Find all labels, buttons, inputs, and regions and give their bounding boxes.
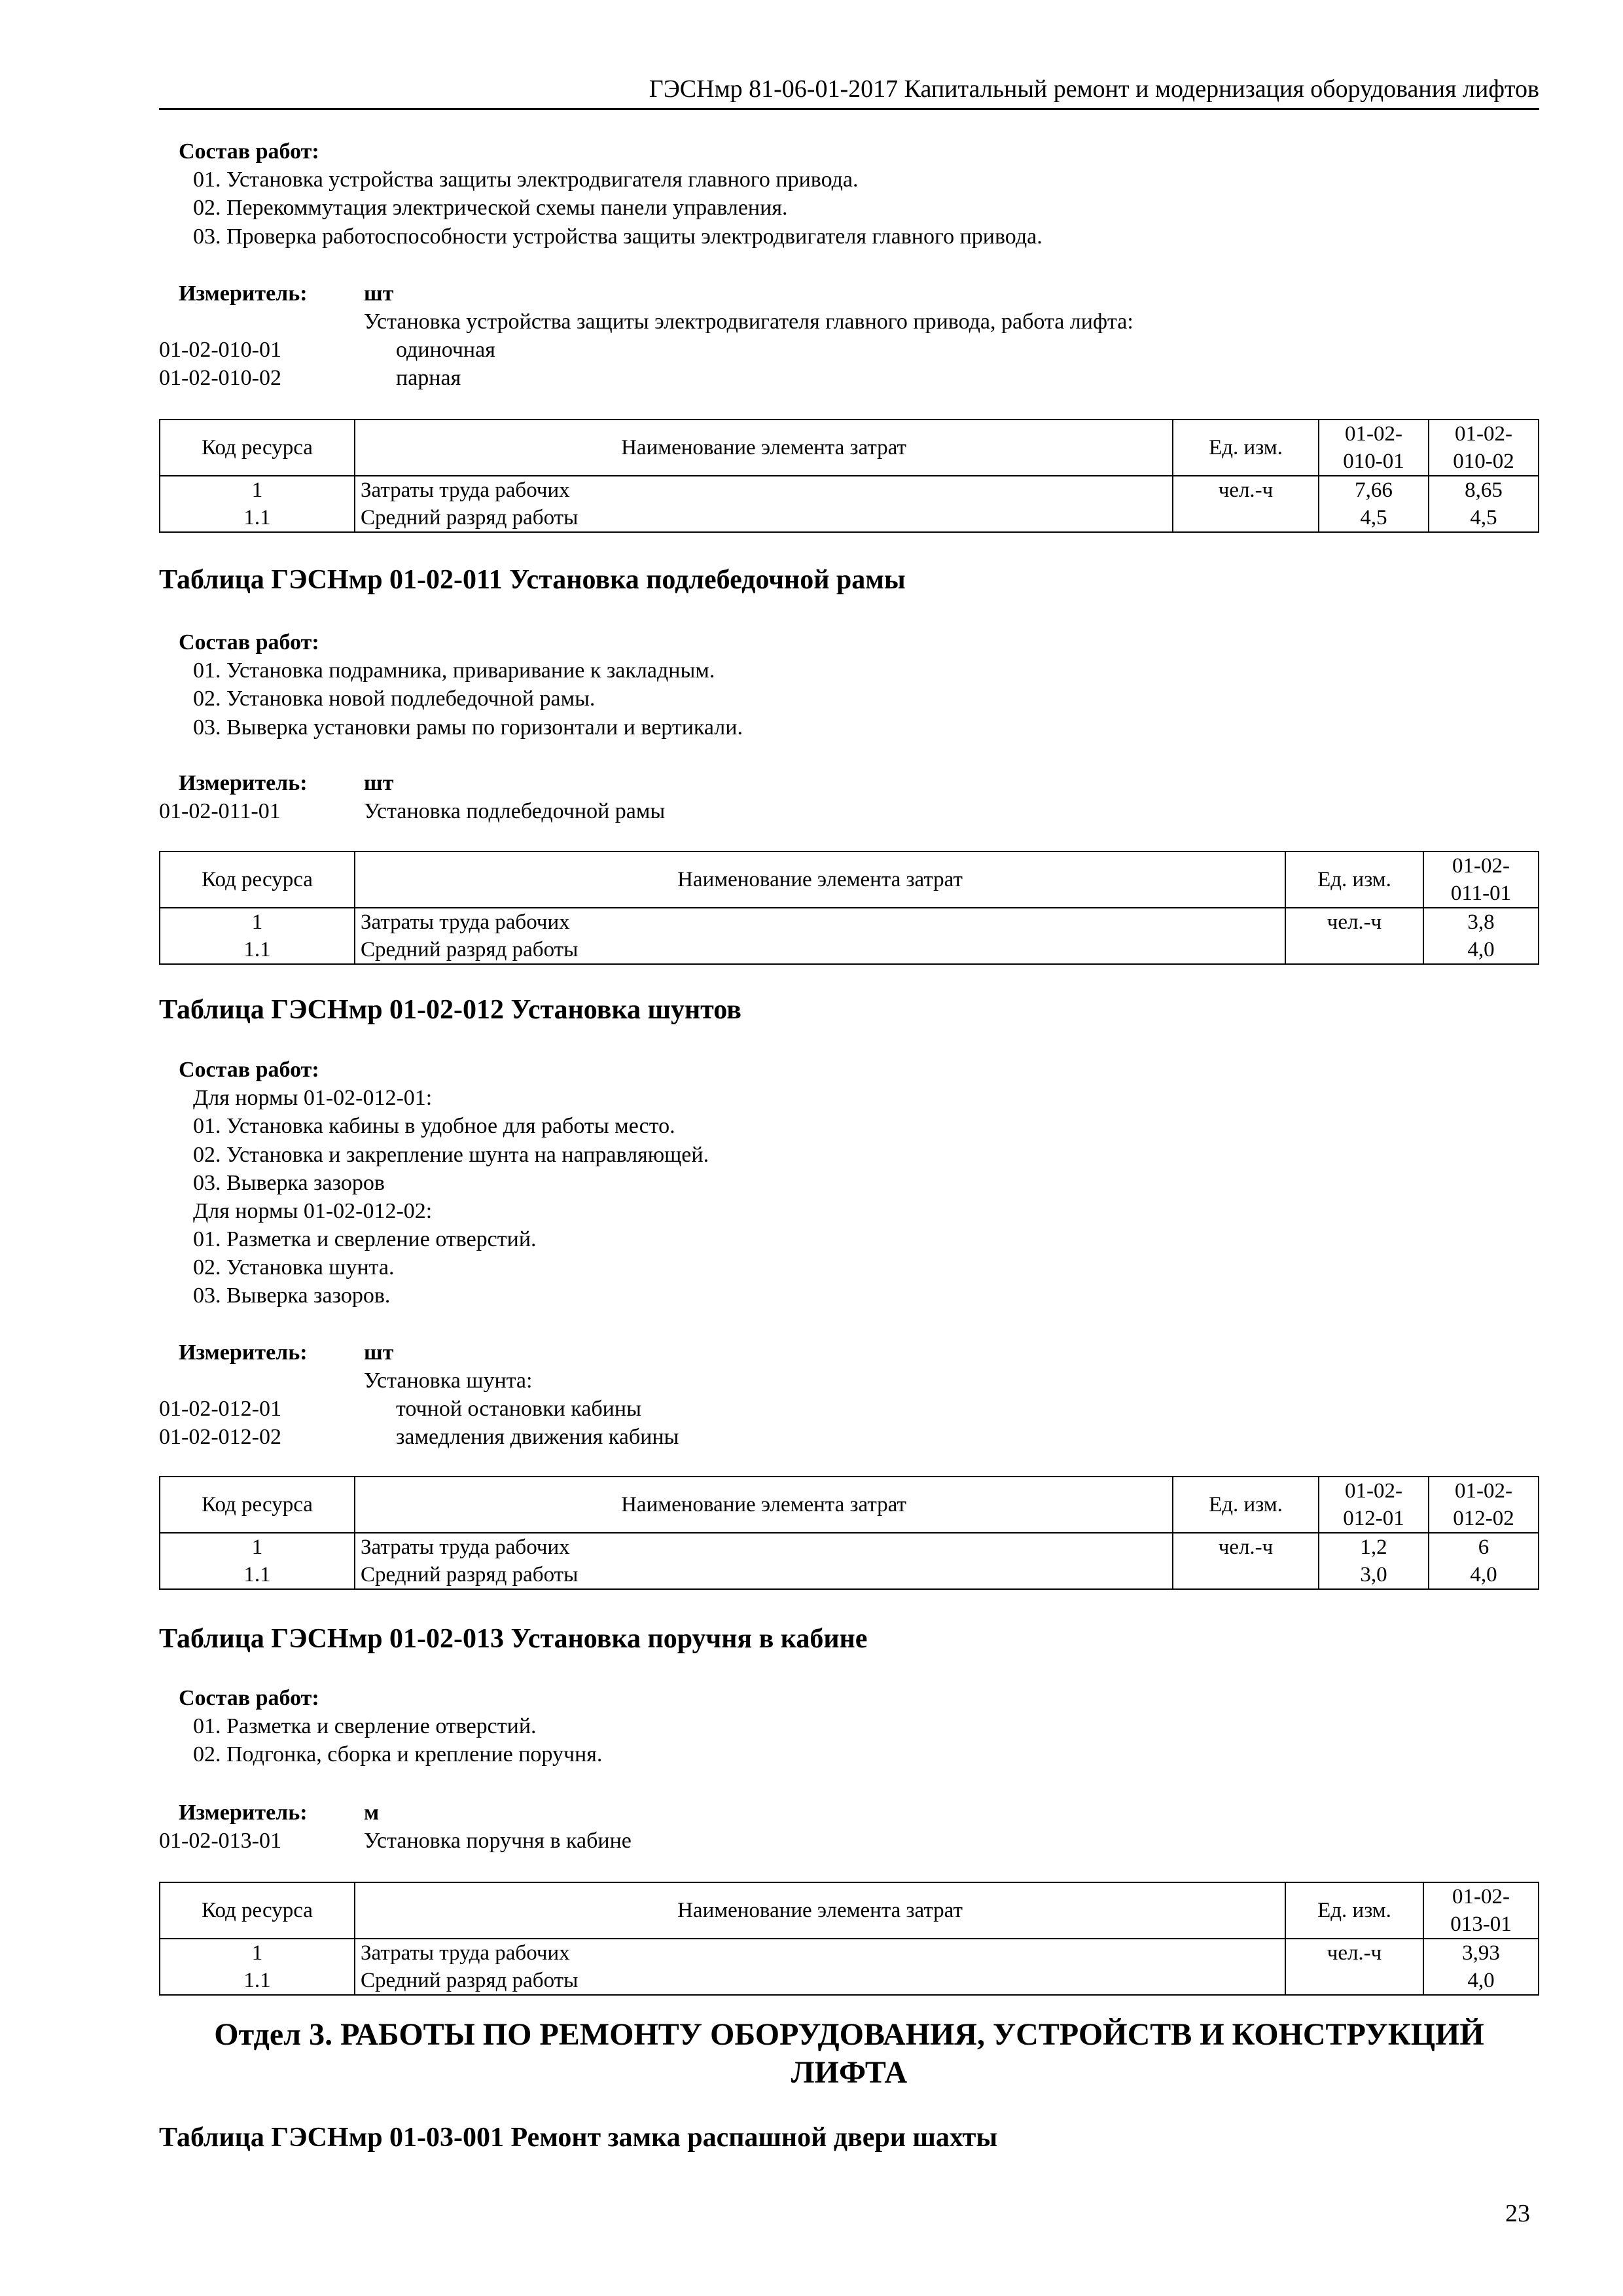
- table-row: [160, 936, 1539, 964]
- table-heading: Таблица ГЭСНмр 01-02-013 Установка поручня в кабине: [159, 1624, 868, 1654]
- measure-label: Измеритель:: [179, 771, 308, 795]
- work-item: 03. Выверка зазоров: [193, 1170, 385, 1195]
- page-number: 23: [1505, 2200, 1530, 2227]
- cell-code: 1.1: [160, 1967, 355, 1995]
- work-item: Для нормы 01-02-012-01:: [193, 1086, 433, 1111]
- table-row: [160, 1533, 1539, 1561]
- composition-title: Состав работ:: [179, 1686, 319, 1710]
- col-norm-header: [1319, 1477, 1429, 1533]
- resource-table-011: [159, 851, 1539, 965]
- col-name-header: Наименование элемента затрат: [355, 1882, 1285, 1939]
- cell-unit: [1285, 936, 1423, 964]
- table-row: [160, 1939, 1539, 1967]
- t011-measure: [159, 769, 1539, 825]
- table-row: [160, 504, 1539, 532]
- cell-value: 4,5: [1429, 504, 1539, 532]
- norm-header-line: 01-02-: [1452, 1885, 1510, 1909]
- norm-header-line: 012-01: [1343, 1507, 1404, 1530]
- norm-description: Установка устройства защиты электродвигателя главного привода, работа лифта:: [364, 310, 1133, 334]
- measure-unit: шт: [364, 281, 394, 306]
- work-item: 02. Установка шунта.: [193, 1255, 395, 1280]
- cell-unit: [1173, 504, 1319, 532]
- col-norm-header: [1429, 420, 1539, 476]
- work-item: 01. Разметка и сверление отверстий.: [193, 1714, 537, 1739]
- norm-code: 01-02-010-01: [159, 338, 281, 362]
- work-item: 03. Проверка работоспособности устройства защиты электродвигателя главного привода.: [193, 224, 1043, 249]
- cell-unit: чел.-ч: [1285, 1939, 1423, 1967]
- section-heading-line: Отдел 3. РАБОТЫ ПО РЕМОНТУ ОБОРУДОВАНИЯ, УСТРОЙСТВ И КОНСТРУКЦИЙ: [214, 2017, 1484, 2052]
- col-name-header: Наименование элемента затрат: [355, 420, 1173, 476]
- col-name-header: Наименование элемента затрат: [355, 1477, 1173, 1533]
- cell-value: 4,0: [1423, 936, 1539, 964]
- col-name-header: Наименование элемента затрат: [355, 852, 1285, 908]
- col-code-header: Код ресурса: [160, 852, 355, 908]
- norm-header-line: 01-02-: [1455, 1479, 1512, 1503]
- col-norm-header: [1423, 852, 1539, 908]
- section-heading: [159, 2016, 1539, 2091]
- cell-code: 1: [160, 1939, 355, 1967]
- cell-unit: чел.-ч: [1173, 1533, 1319, 1561]
- work-item: 02. Перекоммутация электрической схемы панели управления.: [193, 196, 788, 221]
- norm-header-line: 010-02: [1453, 450, 1514, 473]
- cell-code: 1: [160, 908, 355, 936]
- norm-header-line: 011-01: [1450, 882, 1512, 905]
- cell-value: 3,93: [1423, 1939, 1539, 1967]
- cell-code: 1: [160, 476, 355, 504]
- header-rule: [159, 108, 1539, 110]
- norm-code: 01-02-012-01: [159, 1397, 281, 1421]
- composition-title: Состав работ:: [179, 139, 319, 164]
- cell-unit: [1173, 1561, 1319, 1589]
- measure-unit: шт: [364, 1340, 394, 1365]
- cell-value: 4,0: [1423, 1967, 1539, 1995]
- norm-header-line: 01-02-: [1455, 422, 1512, 446]
- cell-name: Средний разряд работы: [355, 504, 1173, 532]
- col-norm-header: [1423, 1882, 1539, 1939]
- norm-header-line: 01-02-: [1345, 1479, 1402, 1503]
- norm-name: Установка поручня в кабине: [364, 1829, 632, 1853]
- t013-measure: [159, 1799, 1539, 1855]
- work-item: 02. Установка и закрепление шунта на направляющей.: [193, 1142, 709, 1167]
- running-header: ГЭСНмр 81-06-01-2017 Капитальный ремонт и модернизация оборудования лифтов: [649, 75, 1539, 103]
- cell-name: Средний разряд работы: [355, 1561, 1173, 1589]
- norm-code: 01-02-012-02: [159, 1425, 281, 1449]
- cell-value: 3,8: [1423, 908, 1539, 936]
- cell-unit: чел.-ч: [1173, 476, 1319, 504]
- norm-header-line: 010-01: [1343, 450, 1404, 473]
- cell-name: Затраты труда рабочих: [355, 1533, 1173, 1561]
- cell-unit: [1285, 1967, 1423, 1995]
- t011-composition: [159, 628, 1539, 742]
- t012-measure: [159, 1338, 1539, 1451]
- measure-label: Измеритель:: [179, 1801, 308, 1825]
- cell-value: 4,5: [1319, 504, 1429, 532]
- cell-value: 7,66: [1319, 476, 1429, 504]
- norm-header-line: 01-02-: [1452, 854, 1510, 878]
- measure-label: Измеритель:: [179, 281, 308, 306]
- norm-name: Установка подлебедочной рамы: [364, 799, 666, 823]
- work-item: 03. Выверка зазоров.: [193, 1283, 391, 1308]
- cell-code: 1.1: [160, 936, 355, 964]
- measure-unit: м: [364, 1801, 380, 1825]
- resource-table-012: [159, 1476, 1539, 1590]
- norm-name: одиночная: [396, 338, 495, 362]
- t010-composition: [159, 137, 1539, 251]
- work-item: 01. Разметка и сверление отверстий.: [193, 1227, 537, 1252]
- cell-code: 1: [160, 1533, 355, 1561]
- t013-composition: [159, 1684, 1539, 1769]
- cell-value: 6: [1429, 1533, 1539, 1561]
- measure-label: Измеритель:: [179, 1340, 308, 1365]
- col-code-header: Код ресурса: [160, 1477, 355, 1533]
- table-row: [160, 1967, 1539, 1995]
- resource-table-010: [159, 419, 1539, 533]
- col-code-header: Код ресурса: [160, 1882, 355, 1939]
- col-unit-header: Ед. изм.: [1173, 420, 1319, 476]
- cell-name: Затраты труда рабочих: [355, 908, 1285, 936]
- composition-title: Состав работ:: [179, 1058, 319, 1082]
- norm-code: 01-02-011-01: [159, 799, 281, 823]
- t012-composition: [159, 1056, 1539, 1310]
- work-item: 03. Выверка установки рамы по горизонтали и вертикали.: [193, 715, 743, 740]
- col-norm-header: [1319, 420, 1429, 476]
- cell-value: 3,0: [1319, 1561, 1429, 1589]
- norm-header-line: 013-01: [1450, 1912, 1512, 1936]
- cell-value: 1,2: [1319, 1533, 1429, 1561]
- resource-table-013: [159, 1882, 1539, 1996]
- norm-description: Установка шунта:: [364, 1369, 533, 1393]
- norm-name: парная: [396, 366, 461, 390]
- table-heading: Таблица ГЭСНмр 01-02-012 Установка шунтов: [159, 995, 741, 1025]
- table-row: [160, 908, 1539, 936]
- cell-name: Средний разряд работы: [355, 1967, 1285, 1995]
- col-code-header: Код ресурса: [160, 420, 355, 476]
- norm-code: 01-02-013-01: [159, 1829, 281, 1853]
- norm-header-line: 012-02: [1453, 1507, 1514, 1530]
- col-unit-header: Ед. изм.: [1285, 1882, 1423, 1939]
- table-row: [160, 1561, 1539, 1589]
- col-unit-header: Ед. изм.: [1173, 1477, 1319, 1533]
- composition-title: Состав работ:: [179, 630, 319, 655]
- cell-code: 1.1: [160, 504, 355, 532]
- cell-value: 4,0: [1429, 1561, 1539, 1589]
- work-item: 01. Установка кабины в удобное для работы место.: [193, 1114, 675, 1139]
- col-unit-header: Ед. изм.: [1285, 852, 1423, 908]
- table-heading: Таблица ГЭСНмр 01-02-011 Установка подлебедочной рамы: [159, 565, 906, 595]
- table-row: [160, 476, 1539, 504]
- table-heading: Таблица ГЭСНмр 01-03-001 Ремонт замка распашной двери шахты: [159, 2123, 998, 2153]
- work-item: 02. Подгонка, сборка и крепление поручня.: [193, 1742, 603, 1767]
- cell-unit: чел.-ч: [1285, 908, 1423, 936]
- cell-value: 8,65: [1429, 476, 1539, 504]
- section-heading-line: ЛИФТА: [791, 2054, 908, 2090]
- work-item: Для нормы 01-02-012-02:: [193, 1198, 433, 1223]
- cell-code: 1.1: [160, 1561, 355, 1589]
- col-norm-header: [1429, 1477, 1539, 1533]
- cell-name: Средний разряд работы: [355, 936, 1285, 964]
- measure-unit: шт: [364, 771, 394, 795]
- cell-name: Затраты труда рабочих: [355, 1939, 1285, 1967]
- work-item: 01. Установка устройства защиты электродвигателя главного привода.: [193, 168, 859, 192]
- norm-name: точной остановки кабины: [396, 1397, 641, 1421]
- work-item: 02. Установка новой подлебедочной рамы.: [193, 687, 596, 711]
- norm-name: замедления движения кабины: [396, 1425, 679, 1449]
- work-item: 01. Установка подрамника, приваривание к закладным.: [193, 658, 715, 683]
- norm-code: 01-02-010-02: [159, 366, 281, 390]
- t010-measure: [159, 279, 1539, 392]
- cell-name: Затраты труда рабочих: [355, 476, 1173, 504]
- norm-header-line: 01-02-: [1345, 422, 1402, 446]
